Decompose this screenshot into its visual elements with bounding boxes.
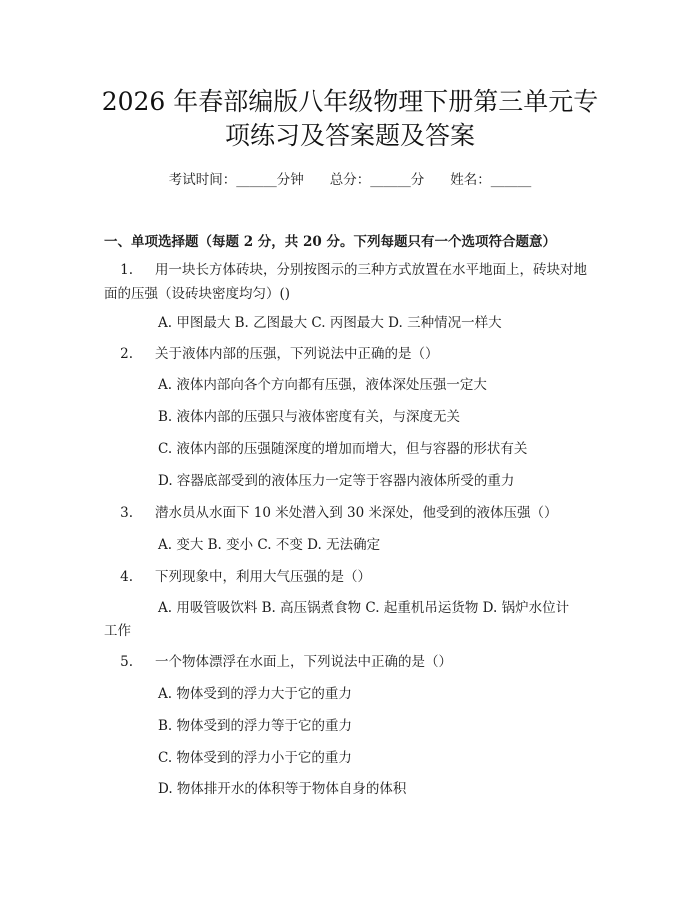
question-number: 4. [120, 569, 133, 585]
question-1 [104, 260, 587, 280]
question-2-option-b: B. 液体内部的压强只与液体密度有关，与深度无关 [158, 409, 461, 425]
question-2-option-d: D. 容器底部受到的液体压力一定等于容器内液体所受的重力 [158, 473, 515, 489]
question-1-options: A. 甲图最大 B. 乙图最大 C. 丙图最大 D. 三种情况一样大 [158, 315, 502, 331]
question-5-option-c: C. 物体受到的浮力小于它的重力 [158, 750, 352, 766]
section-heading-single-choice: 一、单项选择题（每题 2 分，共 20 分。下列每题只有一个选项符合题意） [104, 234, 556, 250]
question-5-option-d: D. 物体排开水的体积等于物体自身的体积 [158, 781, 407, 797]
question-4-options: A. 用吸管吸饮料 B. 高压锅煮食物 C. 起重机吊运货物 D. 锅炉水位计 [158, 600, 570, 616]
student-name-field: 姓名：______ [450, 172, 532, 188]
document-title-line-1: 2026 年春部编版八年级物理下册第三单元专 [101, 87, 599, 116]
question-3 [104, 503, 558, 523]
question-5-option-a: A. 物体受到的浮力大于它的重力 [158, 686, 352, 702]
question-number: 3. [120, 505, 133, 521]
question-number: 1. [120, 262, 133, 278]
exam-time-field: 考试时间：______分钟 [168, 172, 304, 188]
question-4 [104, 567, 371, 587]
question-text: 潜水员从水面下 10 米处潜入到 30 米深处，他受到的液体压强（） [155, 505, 558, 521]
question-text: 用一块长方体砖块，分别按图示的三种方式放置在水平地面上，砖块对地 [155, 262, 587, 278]
question-text: 一个物体漂浮在水面上，下列说法中正确的是（） [155, 654, 452, 670]
question-2-option-c: C. 液体内部的压强随深度的增加而增大，但与容器的形状有关 [158, 441, 528, 457]
document-title-line-2: 项练习及答案题及答案 [224, 121, 475, 150]
question-5 [104, 652, 452, 672]
total-score-field: 总分：______分 [329, 172, 425, 188]
question-number: 2. [120, 346, 133, 362]
question-2-option-a: A. 液体内部向各个方向都有压强，液体深处压强一定大 [158, 377, 487, 393]
question-1-text-continued: 面的压强（设砖块密度均匀）() [104, 286, 291, 302]
exam-info-line [0, 168, 700, 188]
question-3-options: A. 变大 B. 变小 C. 不变 D. 无法确定 [158, 537, 381, 553]
question-5-option-b: B. 物体受到的浮力等于它的重力 [158, 718, 353, 734]
question-4-options-continued: 工作 [104, 623, 131, 639]
question-text: 下列现象中，利用大气压强的是（） [155, 569, 371, 585]
question-text: 关于液体内部的压强，下列说法中正确的是（） [155, 346, 439, 362]
question-2 [104, 344, 439, 364]
question-number: 5. [120, 654, 133, 670]
